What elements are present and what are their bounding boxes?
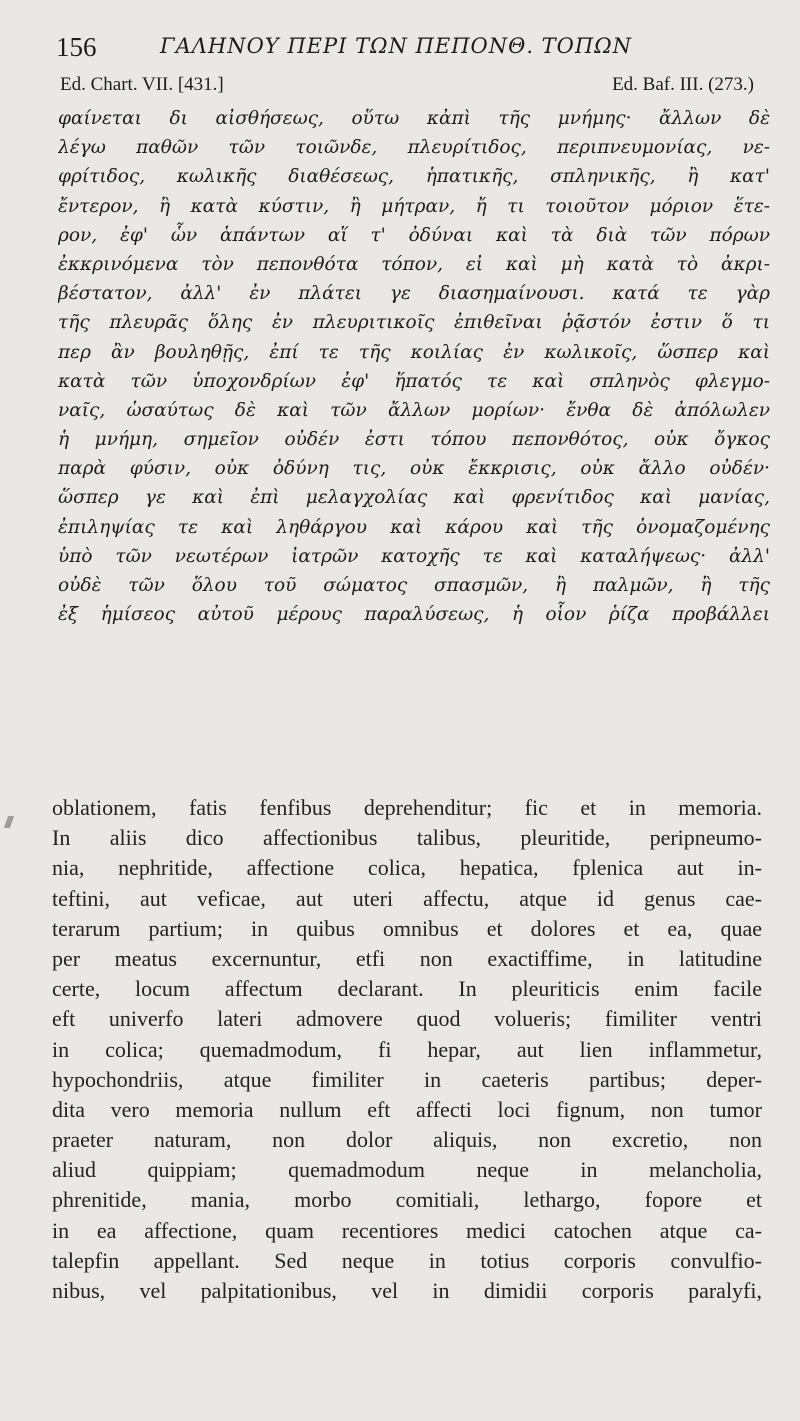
latin-text-line: dita vero memoria nullum eft affecti loci fignum, non tumor xyxy=(52,1096,762,1122)
latin-text-line: phrenitide, mania, morbo comitiali, lethargo, fopore et xyxy=(52,1187,762,1213)
greek-text-line: ἐπιληψίας τε καὶ ληθάργου καὶ κάρου καὶ τῆς ὀνομαζομένης xyxy=(58,516,770,538)
edition-reference-chartier: Ed. Chart. VII. [431.] xyxy=(60,74,224,95)
running-title: ΓΑΛΗΝΟΥ ΠΕΡΙ ΤΩΝ ΠΕΠΟΝΘ. ΤΟΠΩΝ xyxy=(160,34,632,58)
latin-text-line: In aliis dico affectionibus talibus, pleuritide, peripneumo- xyxy=(52,825,762,851)
greek-text-line: περ ἂν βουληθῇς, ἐπί τε τῆς κοιλίας ἐν κωλικοῖς, ὥσπερ καὶ xyxy=(58,341,770,363)
latin-text-block xyxy=(52,793,762,1306)
greek-text-line: φαίνεται δι αἰσθήσεως, οὕτω κἀπὶ τῆς μνήμης· ἄλλων δὲ xyxy=(58,108,770,129)
greek-text-line: ἔντερον, ἢ κατὰ κύστιν, ἢ μήτραν, ἤ τι τοιοῦτον μόριον ἕτε- xyxy=(58,195,770,217)
greek-text-line: ἐκκρινόμενα τὸν πεπονθότα τόπον, εἰ καὶ μὴ κατὰ τὸ ἀκρι- xyxy=(58,253,770,275)
greek-text-line: ἐξ ἡμίσεος αὐτοῦ μέρους παραλύσεως, ἡ οἷον ῥίζα προβάλλει xyxy=(58,604,770,626)
latin-text-line: nia, nephritide, affectione colica, hepatica, fplenica aut in- xyxy=(52,855,762,881)
latin-text-line: certe, locum affectum declarant. In pleuriticis enim facile xyxy=(52,976,762,1002)
greek-text-line: παρὰ φύσιν, οὐκ ὀδύνη τις, οὐκ ἔκκρισις, οὐκ ἄλλο οὐδέν· xyxy=(58,458,770,480)
greek-text-line: ρον, ἐφ' ὧν ἁπάντων αἵ τ' ὀδύναι καὶ τὰ διὰ τῶν πόρων xyxy=(58,224,770,246)
greek-text-line: τῆς πλευρᾶς ὅλης ἐν πλευριτικοῖς ἐπιθεῖναι ῥᾷστόν ἐστιν ὅ τι xyxy=(58,312,770,334)
greek-text-line: κατὰ τῶν ὑποχονδρίων ἐφ' ἥπατός τε καὶ σπληνὸς φλεγμο- xyxy=(58,370,770,392)
greek-text-line: βέστατον, ἀλλ' ἐν πλάτει γε διασημαίνουσι. κατά τε γὰρ xyxy=(58,283,770,305)
latin-text-line: talepfin appellant. Sed neque in totius corporis convulfio- xyxy=(52,1247,762,1273)
greek-text-block xyxy=(58,104,770,629)
greek-text-line: λέγω παθῶν τῶν τοιῶνδε, πλευρίτιδος, περιπνευμονίας, νε- xyxy=(58,137,770,159)
latin-text-line: eft univerfo lateri admovere quod volueris; fimiliter ventri xyxy=(52,1006,762,1032)
edition-reference-basel: Ed. Baf. III. (273.) xyxy=(612,74,754,95)
latin-text-line: praeter naturam, non dolor aliquis, non excretio, non xyxy=(52,1127,762,1153)
latin-text-line: terarum partium; in quibus omnibus et dolores et ea, quae xyxy=(52,915,762,941)
latin-text-line: teftini, aut veficae, aut uteri affectu, atque id genus cae- xyxy=(52,885,762,911)
greek-text-line: ἡ μνήμη, σημεῖον οὐδέν ἐστι τόπου πεπονθότος, οὐκ ὄγκος xyxy=(58,429,770,451)
latin-text-line: oblationem, fatis fenfibus deprehenditur; fic et in memoria. xyxy=(52,795,762,820)
greek-text-line: ὑπὸ τῶν νεωτέρων ἰατρῶν κατοχῆς τε καὶ καταλήψεως· ἀλλ' xyxy=(58,545,770,567)
greek-text-line: ὥσπερ γε καὶ ἐπὶ μελαγχολίας καὶ φρενίτιδος καὶ μανίας, xyxy=(58,487,770,509)
page-number: 156 xyxy=(56,32,97,62)
latin-text-line: aliud quippiam; quemadmodum neque in melancholia, xyxy=(52,1157,762,1183)
greek-text-line: ναῖς, ὡσαύτως δὲ καὶ τῶν ἄλλων μορίων· ἔνθα δὲ ἀπόλωλεν xyxy=(58,399,770,421)
greek-text-line: φρίτιδος, κωλικῆς διαθέσεως, ἡπατικῆς, σπληνικῆς, ἢ κατ' xyxy=(58,166,770,188)
greek-text-line: οὐδὲ τῶν ὅλου τοῦ σώματος σπασμῶν, ἢ παλμῶν, ἢ τῆς xyxy=(58,575,770,596)
edition-reference-line xyxy=(42,68,762,104)
latin-text-line: in colica; quemadmodum, fi hepar, aut lien inflammetur, xyxy=(52,1036,762,1062)
running-head xyxy=(42,24,762,68)
latin-text-line: in ea affectione, quam recentiores medici catochen atque ca- xyxy=(52,1217,762,1243)
latin-text-line: hypochondriis, atque fimiliter in caeteris partibus; deper- xyxy=(52,1066,762,1092)
latin-text-line: per meatus excernuntur, etfi non exactiffime, in latitudine xyxy=(52,945,762,971)
latin-text-line: nibus, vel palpitationibus, vel in dimidii corporis paralyfi, xyxy=(52,1278,762,1303)
